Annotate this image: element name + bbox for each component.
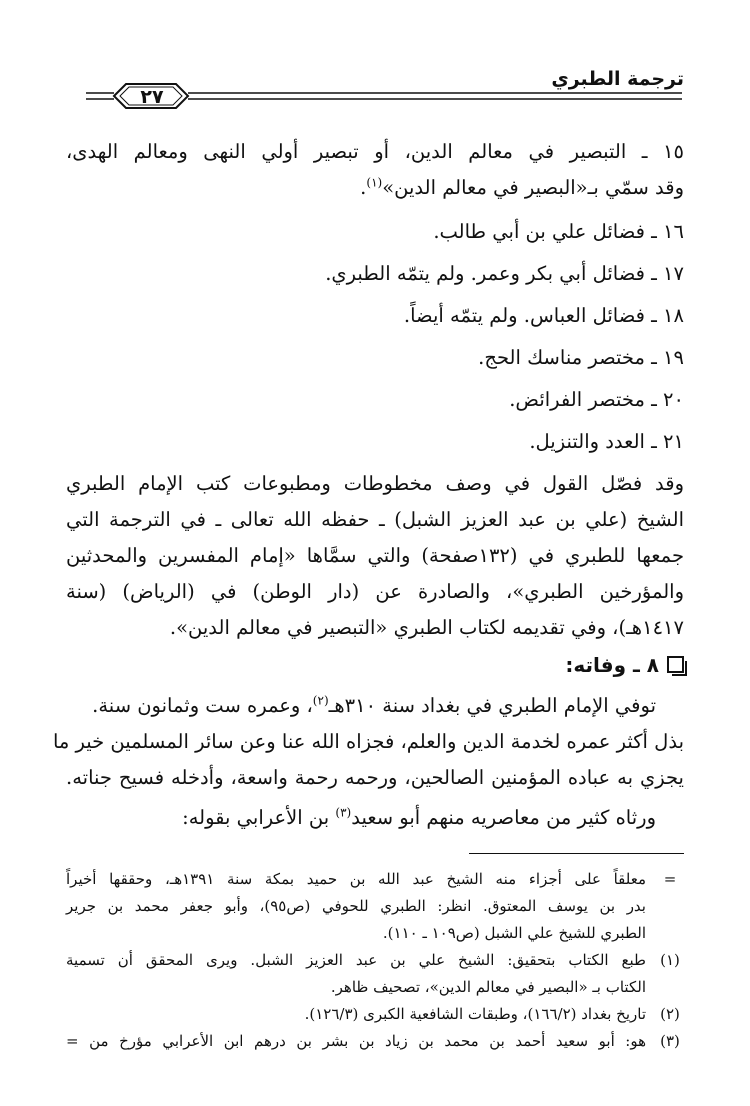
paragraph1-line3: جمعها للطبري في (١٣٢صفحة) والتي سمَّاها «إمام المفسرين والمحدثين [66,544,684,567]
footnote-3 [66,1029,684,1053]
list-item-15-line2 [66,166,684,210]
paragraph1-line2: الشيخ (علي بن عبد العزيز الشبل) ـ حفظه الله تعالى ـ في الترجمة التي [66,508,684,531]
list-item-17: ١٧ ـ فضائل أبي بكر وعمر. ولم يتمّه الطبري. [325,262,684,285]
punctuation: . [360,176,367,199]
footnote-text: بدر بن يوسف المعتوق. انظر: الطبري للحوفي (ص٩٥)، وأبو جعفر محمد بن جرير [66,897,646,915]
list-item-18: ١٨ ـ فضائل العباس. ولم يتمّه أيضاً. [403,304,684,327]
list-item-16: ١٦ ـ فضائل علي بن أبي طالب. [433,220,684,243]
paragraph2-text-end: ، وعمره ست وثمانون سنة. [92,694,313,717]
footnote-1-line1 [66,948,684,972]
footnote-1-line2 [66,975,684,999]
footnote-continued-line3 [66,921,684,945]
footnote-marker-continued: = [663,870,677,888]
footnote-text: تاريخ بغداد (١٦٦/٢)، وطبقات الشافعية الكبرى (١٢٦/٣). [304,1005,646,1023]
list-item-15-text: وقد سمّي بـ«البصير في معالم الدين» [382,176,684,199]
paragraph3-text-end: بن الأعرابي بقوله: [182,806,336,829]
paragraph2-line3: يجزي به عباده المؤمنين الصالحين، ورحمه رحمة واسعة، وأدخله فسيح جناته. [66,766,684,789]
footnote-text: هو: أبو سعيد أحمد بن محمد بن زياد بن بشر بن درهم ابن الأعرابي مؤرخ من = [66,1032,646,1050]
footnote-text: الطبري للشيخ علي الشبل (ص١٠٩ ـ ١١٠). [382,924,646,942]
list-item-21: ٢١ ـ العدد والتنزيل. [529,430,684,453]
list-item-19: ١٩ ـ مختصر مناسك الحج. [478,346,684,369]
footnote-text: طبع الكتاب بتحقيق: الشيخ علي بن عبد العزيز الشبل. ويرى المحقق أن تسمية [66,951,646,969]
footnote-ref-1[interactable]: (١) [366,175,383,190]
paragraph3-line1 [66,796,656,840]
footnote-marker-2: (٢) [660,1005,680,1023]
paragraph1-line4: والمؤرخين الطبري»، والصادرة عن (دار الوطن) في (الرياض) (سنة [66,580,684,603]
page-number: ٢٧ [140,86,164,108]
footnote-ref-2[interactable]: (٢) [312,693,329,708]
section-heading [565,651,684,679]
list-item-20: ٢٠ ـ مختصر الفرائض. [509,388,684,411]
list-item-15-line1: ١٥ ـ التبصير في معالم الدين، أو تبصير أولي النهى ومعالم الهدى، [66,140,684,163]
footnote-separator [469,853,684,854]
footnote-text: معلقاً على أجزاء منه الشيخ عبد الله بن حميد بمكة سنة ١٣٩١هـ، وحققها أخيراً [66,870,646,888]
paragraph3-text: ورثاه كثير من معاصريه منهم أبو سعيد [351,806,656,829]
paragraph2-text: توفي الإمام الطبري في بغداد سنة ٣١٠هـ [328,694,656,717]
footnote-marker-1: (١) [660,951,680,969]
footnote-2 [66,1002,684,1026]
footnote-continued-line2 [66,894,684,918]
footnote-marker-3: (٣) [660,1032,680,1050]
paragraph2-line2: بذل أكثر عمره لخدمة الدين والعلم، فجزاه الله عنا وعن سائر المسلمين خير ما [52,730,684,753]
paragraph1-line1: وقد فصّل القول في وصف مخطوطات ومطبوعات كتب الإمام الطبري [66,472,684,495]
section-heading-text: ٨ ـ وفاته: [565,653,659,677]
paragraph1-line5: ١٤١٧هـ)، وفي تقديمه لكتاب الطبري «التبصير في معالم الدين». [169,616,684,639]
square-bullet-icon [667,656,684,673]
footnote-continued-line1 [66,867,684,891]
running-head-title: ترجمة الطبري [551,68,684,90]
footnote-text: الكتاب بـ «البصير في معالم الدين»، تصحيف ظاهر. [330,978,646,996]
footnote-ref-3[interactable]: (٣) [335,805,352,820]
